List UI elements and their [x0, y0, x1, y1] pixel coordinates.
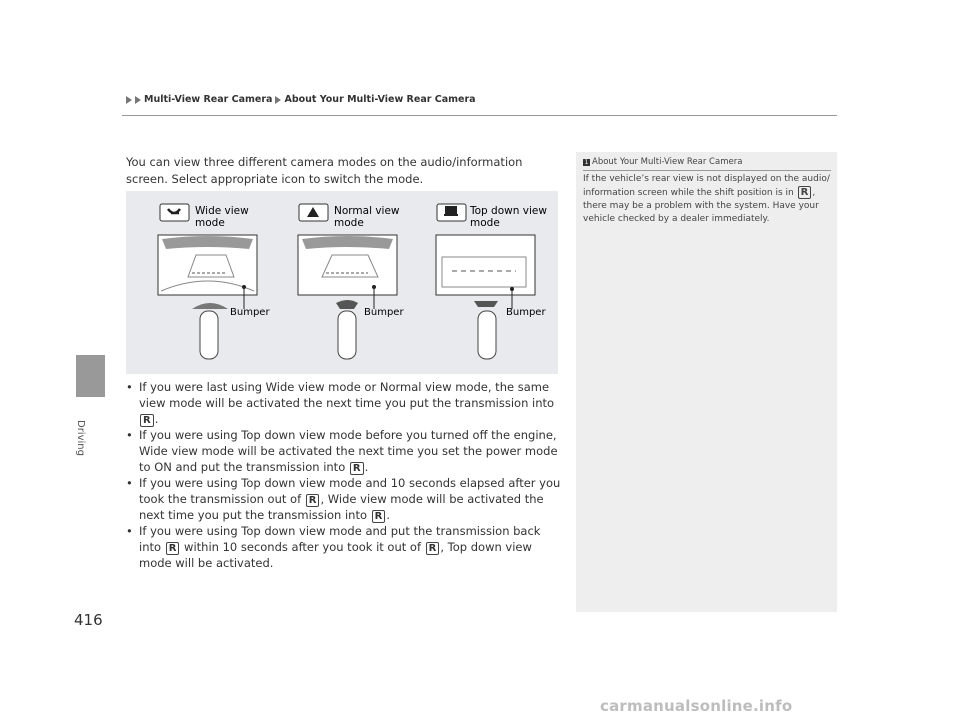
top-down-view-mode-group	[436, 204, 547, 359]
camera-area-wedge	[192, 303, 228, 309]
breadcrumb-arrow-icon	[135, 96, 141, 104]
bullet-item: • If you were using Top down view mode and put the transmission back into R within 10 seconds after you took it out of R , Top down view mode will be activated.	[126, 523, 566, 571]
normal-view-mode-group	[298, 204, 404, 359]
mode-label-line2: mode	[470, 217, 500, 229]
bullet-item: • If you were last using Wide view mode or Normal view mode, the same view mode will be activated the next time you put the transmission into R .	[126, 379, 566, 427]
r-gear-key-icon: R	[798, 186, 812, 199]
note-divider	[583, 170, 831, 171]
wide-view-mode-group	[158, 204, 270, 359]
breadcrumb-item[interactable]: About Your Multi-View Rear Camera	[284, 94, 476, 105]
r-gear-key-icon: R	[166, 542, 180, 555]
header-divider	[122, 115, 837, 116]
note-title	[583, 157, 742, 167]
r-gear-key-icon: R	[140, 414, 154, 427]
mode-label-line2: mode	[195, 217, 225, 229]
bullet-item: • If you were using Top down view mode and 10 seconds elapsed after you took the transmission out of R , Wide view mode will be activated the next time you put the transmission into R .	[126, 475, 566, 523]
note-marker-icon: 1	[584, 158, 589, 166]
mode-label-line1: Top down view	[470, 205, 547, 217]
r-gear-key-icon: R	[426, 542, 440, 555]
r-gear-key-icon: R	[372, 510, 386, 523]
camera-area-wedge	[474, 301, 498, 307]
mode-label-line1: Wide view	[195, 205, 249, 217]
breadcrumb-arrow-icon	[275, 96, 281, 104]
page-number: 416	[74, 611, 103, 629]
car-topview	[200, 311, 218, 359]
section-label: Driving	[75, 420, 86, 456]
camera-area-wedge	[336, 300, 358, 309]
top-down-area	[442, 257, 526, 287]
breadcrumb-arrow-icon	[126, 96, 132, 104]
r-gear-key-icon: R	[350, 462, 364, 475]
car-topview	[338, 311, 356, 359]
camera-icon	[444, 207, 458, 215]
camera-modes-illustration	[126, 191, 558, 374]
note-body: If the vehicle’s rear view is not displayed on the audio/ information screen while the shift position is in R , there may be a problem with the system. Have your vehicle checked by a dealer immediately.	[583, 174, 830, 224]
watermark: carmanualsonline.info	[600, 697, 793, 715]
section-tab	[76, 355, 105, 397]
intro-text: You can view three different camera modes on the audio/information screen. Select appropriate icon to switch the mode.	[126, 155, 523, 186]
bullet-item: • If you were using Top down view mode before you turned off the engine, Wide view mode will be activated the next time you set the power mode to ON and put the transmission into R .	[126, 427, 566, 475]
bumper-label: Bumper	[230, 307, 270, 318]
mode-label-line1: Normal view	[334, 205, 400, 217]
breadcrumb	[126, 94, 476, 105]
bumper-label: Bumper	[506, 307, 546, 318]
r-gear-key-icon: R	[306, 494, 320, 507]
car-topview	[478, 311, 496, 359]
bumper-label: Bumper	[364, 307, 404, 318]
mode-label-line2: mode	[334, 217, 364, 229]
note-title-text: About Your Multi-View Rear Camera	[592, 157, 743, 167]
breadcrumb-item[interactable]: Multi-View Rear Camera	[144, 94, 273, 105]
bullet-list	[126, 379, 566, 571]
